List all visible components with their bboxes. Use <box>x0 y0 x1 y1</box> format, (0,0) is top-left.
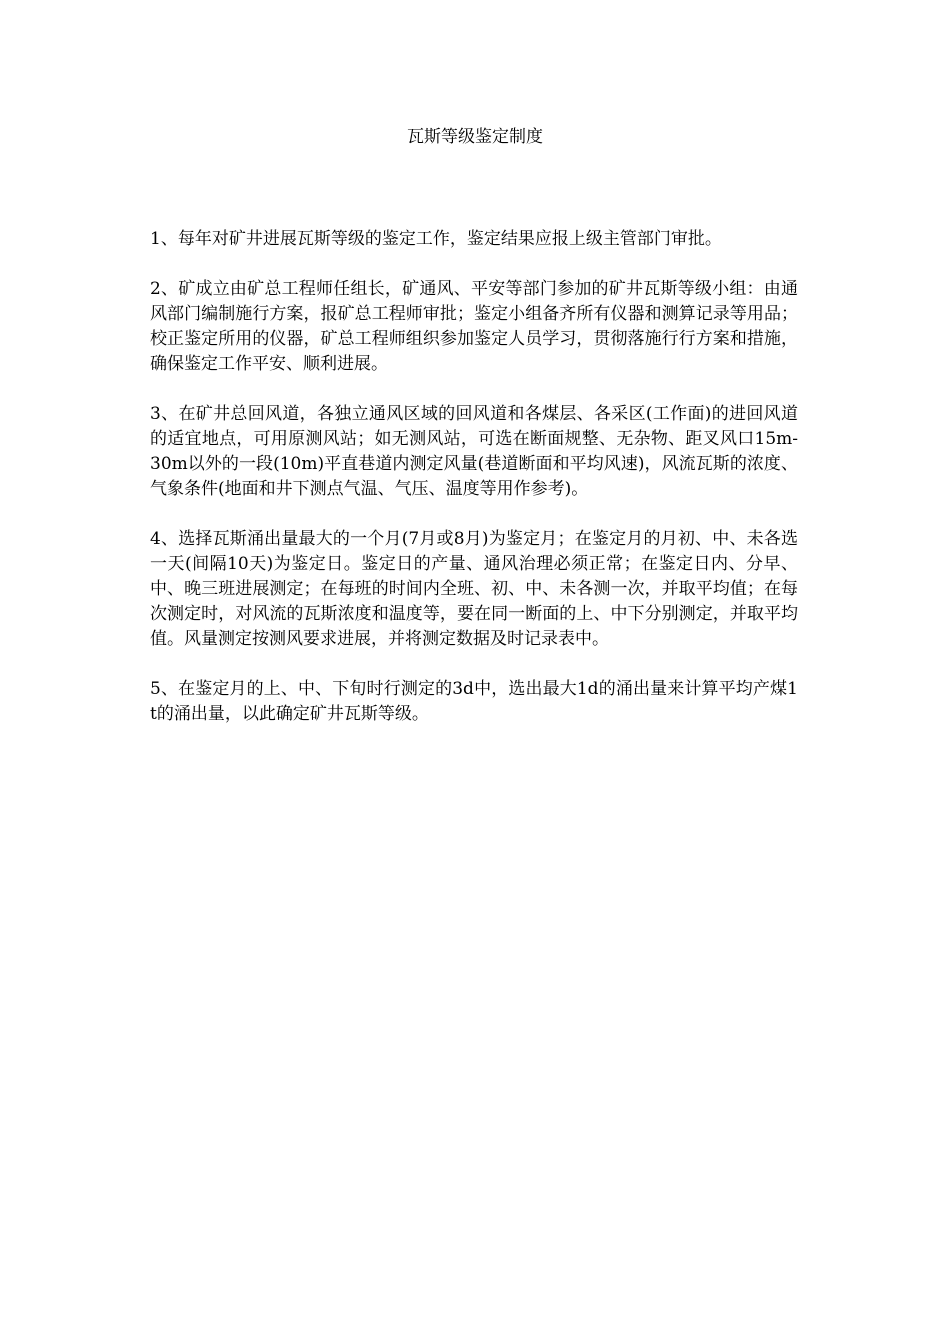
paragraph-4: 4、选择瓦斯涌出量最大的一个月(7月或8月)为鉴定月；在鉴定月的月初、中、未各选一天(间隔10天)为鉴定日。鉴定日的产量、通风治理必须正常；在鉴定日内、分早、中、晚三班进展测定；在每班的时间内全班、初、中、未各测一次，并取平均值；在每次测定时，对风流的瓦斯浓度和温度等，要在同一断面的上、中下分别测定，并取平均值。风量测定按测风要求进展，并将测定数据及时记录表中。 <box>150 529 798 649</box>
document-body <box>150 227 798 752</box>
paragraph-2: 2、矿成立由矿总工程师任组长，矿通风、平安等部门参加的矿井瓦斯等级小组：由通风部门编制施行方案，报矿总工程师审批；鉴定小组备齐所有仪器和测算记录等用品；校正鉴定所用的仪器，矿总工程师组织参加鉴定人员学习，贯彻落施行行方案和措施，确保鉴定工作平安、顺利进展。 <box>150 279 798 374</box>
paragraph-3: 3、在矿井总回风道，各独立通风区域的回风道和各煤层、各采区(工作面)的进回风道的适宜地点，可用原测风站；如无测风站，可选在断面规整、无杂物、距叉风口15m-30m以外的一段(10m)平直巷道内测定风量(巷道断面和平均风速)，风流瓦斯的浓度、气象条件(地面和井下测点气温、气压、温度等用作参考)。 <box>150 404 798 499</box>
paragraph-5: 5、在鉴定月的上、中、下旬时行测定的3d中，选出最大1d的涌出量来计算平均产煤1t的涌出量，以此确定矿井瓦斯等级。 <box>150 679 798 724</box>
document-title: 瓦斯等级鉴定制度 <box>407 127 543 147</box>
paragraph-1: 1、每年对矿井进展瓦斯等级的鉴定工作，鉴定结果应报上级主管部门审批。 <box>150 229 722 249</box>
